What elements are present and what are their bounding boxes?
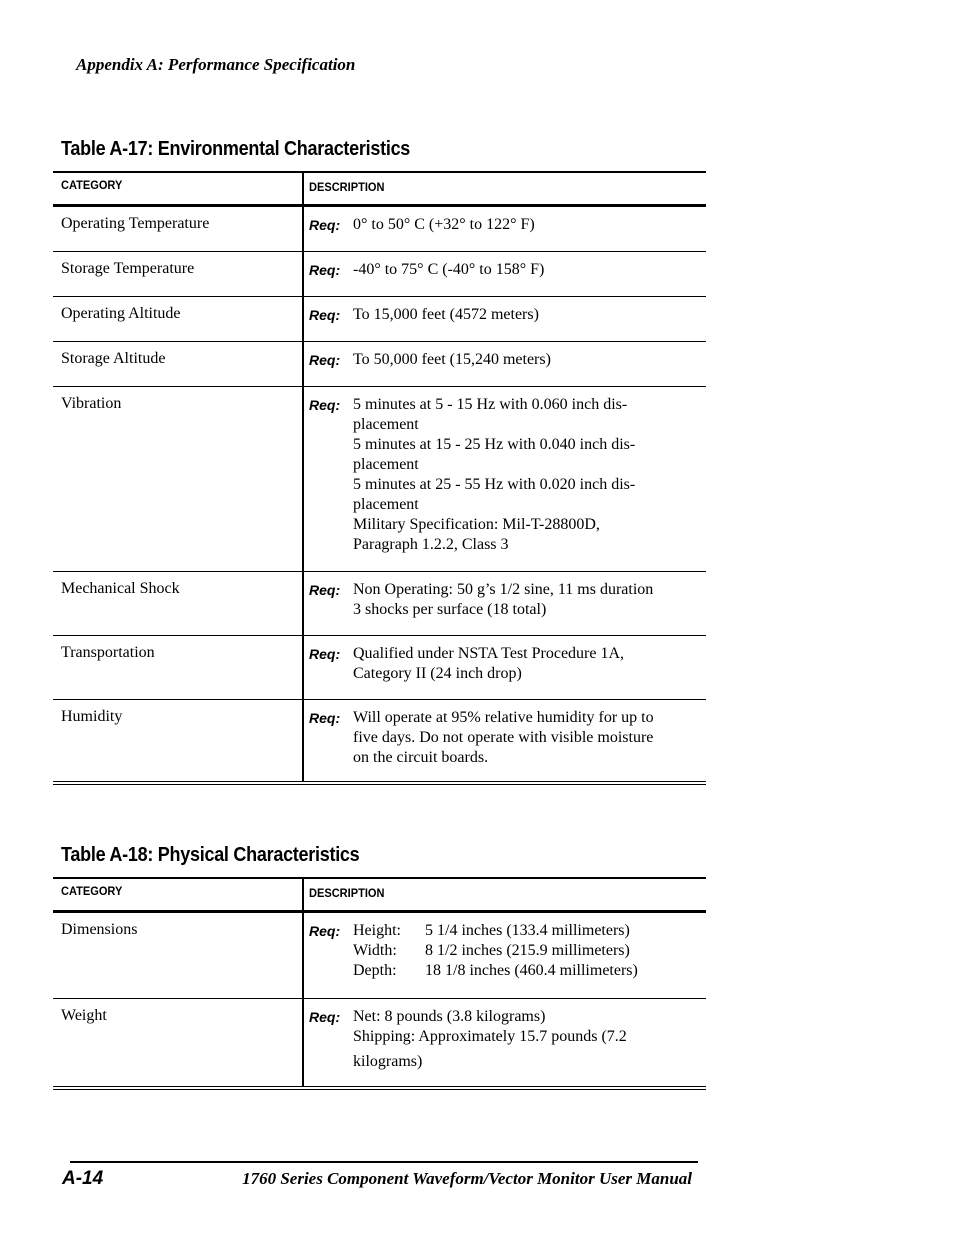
- req-label: Req:: [309, 646, 341, 662]
- row-category: Dimensions: [61, 921, 138, 938]
- table-18-title: Table A-18: Physical Characteristics: [61, 844, 360, 866]
- table-18: [53, 877, 706, 1090]
- table-row: [53, 999, 706, 1090]
- row-category: Humidity: [61, 708, 123, 725]
- header-description: DESCRIPTION: [309, 180, 385, 194]
- row-description: -40° to 75° C (-40° to 158° F): [353, 261, 545, 278]
- row-category: Operating Temperature: [61, 215, 210, 232]
- req-label: Req:: [309, 307, 341, 323]
- row-category: Storage Temperature: [61, 260, 195, 277]
- table-row: [53, 342, 706, 387]
- req-label: Req:: [309, 1009, 341, 1025]
- row-description: 0° to 50° C (+32° to 122° F): [353, 216, 535, 233]
- row-description: Height: 5 1/4 inches (133.4 millimeters) Width: 8 1/2 inches (215.9 millimeters) Depth: 18 1/8 inches (460.4 millimeters): [353, 922, 638, 979]
- table-row: [53, 297, 706, 342]
- row-description: Non Operating: 50 g’s 1/2 sine, 11 ms duration 3 shocks per surface (18 total): [353, 581, 654, 618]
- row-category: Operating Altitude: [61, 305, 181, 322]
- req-label: Req:: [309, 397, 341, 413]
- table-17: [53, 171, 706, 785]
- table-row: [53, 913, 706, 999]
- row-category: Transportation: [61, 644, 155, 661]
- footer-rule: [70, 1161, 698, 1163]
- table-header: [53, 171, 706, 207]
- table-row: [53, 252, 706, 297]
- running-head: Appendix A: Performance Specification: [76, 55, 356, 74]
- header-category: CATEGORY: [61, 178, 123, 192]
- manual-title: 1760 Series Component Waveform/Vector Monitor User Manual: [242, 1169, 692, 1188]
- table-row: [53, 387, 706, 572]
- row-description: Will operate at 95% relative humidity for up to five days. Do not operate with visible moisture on the circuit boards.: [353, 709, 654, 766]
- row-description: To 50,000 feet (15,240 meters): [353, 351, 551, 368]
- table-17-title: Table A-17: Environmental Characteristics: [61, 138, 411, 160]
- req-label: Req:: [309, 262, 341, 278]
- table-row: [53, 636, 706, 700]
- row-description: Net: 8 pounds (3.8 kilograms) Shipping: Approximately 15.7 pounds (7.2 kilograms): [353, 1008, 627, 1070]
- row-description: To 15,000 feet (4572 meters): [353, 306, 539, 323]
- row-category: Weight: [61, 1007, 107, 1024]
- req-label: Req:: [309, 710, 341, 726]
- req-label: Req:: [309, 352, 341, 368]
- row-category: Mechanical Shock: [61, 580, 180, 597]
- req-label: Req:: [309, 217, 341, 233]
- table-row: [53, 700, 706, 785]
- header-category: CATEGORY: [61, 884, 123, 898]
- page-number: A-14: [62, 1168, 104, 1189]
- table-row: [53, 572, 706, 636]
- req-label: Req:: [309, 582, 341, 598]
- header-description: DESCRIPTION: [309, 886, 385, 900]
- row-category: Storage Altitude: [61, 350, 166, 367]
- req-label: Req:: [309, 923, 341, 939]
- row-description: Qualified under NSTA Test Procedure 1A, Category II (24 inch drop): [353, 645, 625, 682]
- table-row: [53, 207, 706, 252]
- row-description: 5 minutes at 5 - 15 Hz with 0.060 inch dis- placement 5 minutes at 15 - 25 Hz with 0.040 inch dis- placement 5 minutes at 25 - 55 Hz with 0.020 inch dis- placement Military Specification: Mil-T-28800D, Paragraph 1.2.2, Class 3: [353, 396, 636, 553]
- row-category: Vibration: [61, 395, 122, 412]
- table-header: [53, 877, 706, 913]
